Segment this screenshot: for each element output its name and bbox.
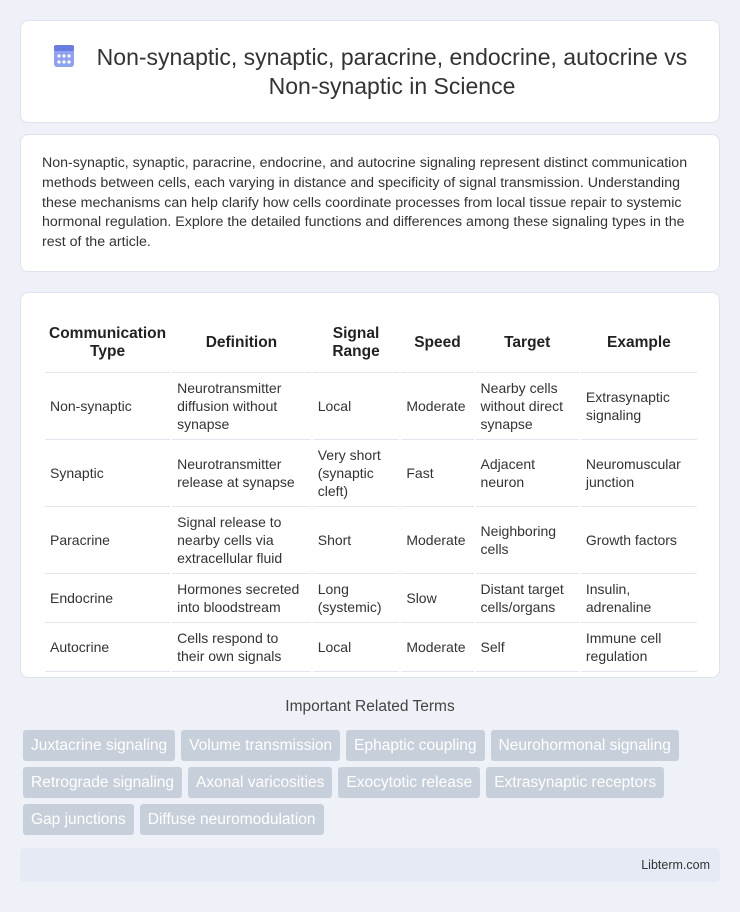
table-cell: Cells respond to their own signals [172, 623, 311, 672]
title-card [20, 20, 720, 123]
table-cell: Neighboring cells [476, 507, 579, 574]
comparison-table-card [20, 292, 720, 678]
table-cell: Synaptic [45, 440, 170, 507]
table-cell: Signal release to nearby cells via extracellular fluid [172, 507, 311, 574]
footer [20, 848, 720, 882]
table-cell: Insulin, adrenaline [581, 574, 697, 623]
table-cell: Paracrine [45, 507, 170, 574]
table-cell: Moderate [401, 373, 473, 440]
column-header: Communication Type [45, 311, 170, 373]
related-term-tag[interactable]: Volume transmission [181, 730, 340, 761]
related-term-tag[interactable]: Diffuse neuromodulation [140, 804, 324, 835]
related-terms-title: Important Related Terms [285, 698, 455, 715]
related-term-tag[interactable]: Ephaptic coupling [346, 730, 484, 761]
related-term-tag[interactable]: Neurohormonal signaling [491, 730, 679, 761]
table-cell: Long (systemic) [313, 574, 400, 623]
table-cell: Adjacent neuron [476, 440, 579, 507]
comparison-table [43, 311, 699, 672]
table-row [45, 574, 697, 623]
table-cell: Fast [401, 440, 473, 507]
table-cell: Moderate [401, 623, 473, 672]
table-cell: Neurotransmitter release at synapse [172, 440, 311, 507]
table-cell: Neuromuscular junction [581, 440, 697, 507]
related-term-tag[interactable]: Retrograde signaling [23, 767, 182, 798]
document-icon [51, 43, 77, 69]
related-term-tag[interactable]: Axonal varicosities [188, 767, 332, 798]
intro-card [20, 134, 720, 272]
title-wrap [21, 21, 719, 122]
footer-site-link[interactable]: Libterm.com [641, 858, 710, 872]
related-term-tag[interactable]: Gap junctions [23, 804, 134, 835]
table-cell: Nearby cells without direct synapse [476, 373, 579, 440]
column-header: Speed [401, 311, 473, 373]
table-cell: Non-synaptic [45, 373, 170, 440]
related-term-tag[interactable]: Exocytotic release [338, 767, 480, 798]
table-cell: Moderate [401, 507, 473, 574]
table-cell: Local [313, 373, 400, 440]
table-cell: Short [313, 507, 400, 574]
related-terms-list [23, 730, 723, 841]
table-cell: Slow [401, 574, 473, 623]
table-cell: Autocrine [45, 623, 170, 672]
related-term-tag[interactable]: Juxtacrine signaling [23, 730, 175, 761]
page-title: Non-synaptic, synaptic, paracrine, endocrine, autocrine vs Non-synaptic in Science [96, 43, 688, 99]
column-header: Definition [172, 311, 311, 373]
column-header: Signal Range [313, 311, 400, 373]
column-header: Target [476, 311, 579, 373]
table-row [45, 440, 697, 507]
column-header: Example [581, 311, 697, 373]
related-term-tag[interactable]: Extrasynaptic receptors [486, 767, 664, 798]
table-cell: Endocrine [45, 574, 170, 623]
table-cell: Local [313, 623, 400, 672]
table-row [45, 623, 697, 672]
table-cell: Very short (synaptic cleft) [313, 440, 400, 507]
table-cell: Self [476, 623, 579, 672]
table-cell: Neurotransmitter diffusion without synapse [172, 373, 311, 440]
table-cell: Immune cell regulation [581, 623, 697, 672]
intro-paragraph: Non-synaptic, synaptic, paracrine, endocrine, and autocrine signaling represent distinct communication methods between cells, each varying in distance and specificity of signal transmission. Understanding these mechanisms can help clarify how cells coordinate processes from local tissue repair to systemic hormonal regulation. Explore the detailed functions and differences among these signaling types in the rest of the article. [42, 155, 688, 251]
table-cell: Growth factors [581, 507, 697, 574]
table-cell: Extrasynaptic signaling [581, 373, 697, 440]
table-cell: Distant target cells/organs [476, 574, 579, 623]
table-header-row [45, 311, 697, 373]
table-row [45, 373, 697, 440]
table-row [45, 507, 697, 574]
table-cell: Hormones secreted into bloodstream [172, 574, 311, 623]
